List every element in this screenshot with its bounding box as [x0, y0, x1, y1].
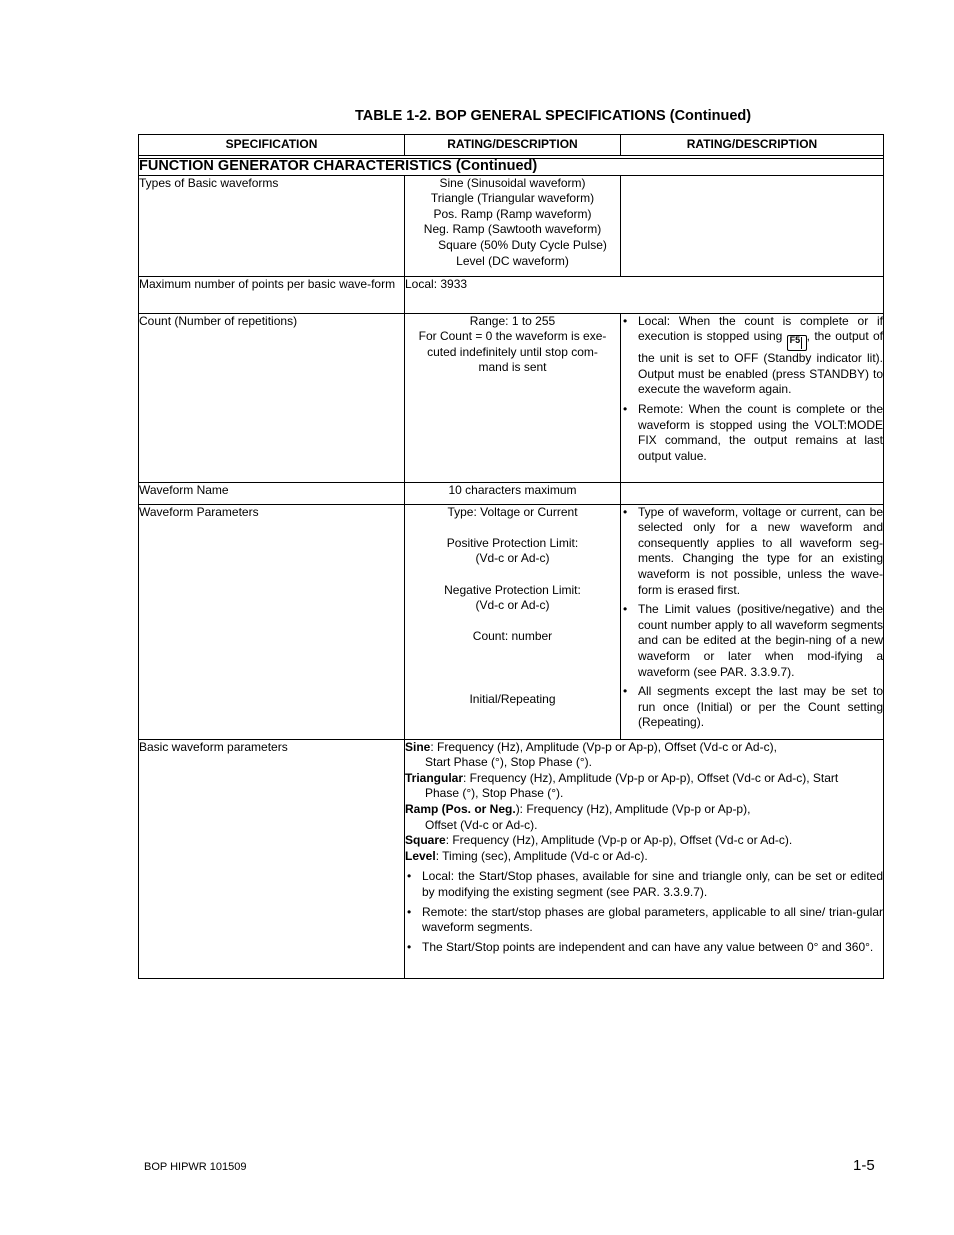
rating-cell: [405, 504, 621, 739]
level-params: Level: Timing (sec), Amplitude (Vd-c or Ad-c).: [405, 848, 648, 863]
square-params: Square: Frequency (Hz), Amplitude (Vp-p or Ap-p), Offset (Vd-c or Ad-c).: [405, 833, 793, 848]
table-row: [139, 504, 884, 739]
f5-key-icon: F5: [787, 335, 807, 351]
rating-cell: 10 characters maximum: [405, 482, 621, 504]
header-rating-1: RATING/DESCRIPTION: [405, 135, 621, 156]
spec-cell: Types of Basic waveforms: [139, 175, 405, 276]
param-initial: Initial/Repeating: [469, 691, 556, 706]
ramp-params-cont: Offset (Vd-c or Ad-c).: [425, 817, 538, 832]
triangular-params: Triangular: Frequency (Hz), Amplitude (Vp-p or Ap-p), Offset (Vd-c or Ad-c), Start: [405, 770, 839, 785]
waveform-type: Square (50% Duty Cycle Pulse): [438, 237, 607, 252]
list-item: • Remote: the start/stop phases are global parameters, applicable to all sine/ trian-gular waveform segments.: [405, 905, 883, 936]
rating-cell: Local: 3933: [405, 276, 884, 313]
header-specification: SPECIFICATION: [139, 135, 405, 156]
param-neg-limit-unit: (Vd-c or Ad-c): [475, 598, 550, 613]
local-note-end: , the output of the unit is set to OFF (Standby indicator lit). Output must be enabled (press STANDBY) to execute the waveform again.: [638, 329, 883, 397]
list-item: [621, 314, 883, 398]
waveform-type: Neg. Ramp (Sawtooth waveform): [423, 222, 602, 237]
empty-cell: [621, 175, 884, 276]
page-number: 1-5: [853, 1157, 875, 1174]
notes-cell: [621, 313, 884, 482]
triangular-params-cont: Phase (°), Stop Phase (°).: [425, 786, 564, 801]
notes-list: [405, 869, 883, 955]
list-item: • The Limit values (positive/negative) and the count number apply to all waveform segments and can be edited at the begin-ning of a new waveform or later when mod-ifying a waveform (see PAR. 3.3.9.7).: [621, 602, 883, 680]
table-title: TABLE 1-2. BOP GENERAL SPECIFICATIONS (Continued): [355, 108, 752, 124]
waveform-type: Sine (Sinusoidal waveform): [439, 175, 586, 190]
table-row: [139, 739, 884, 978]
table-row: [139, 276, 884, 313]
spec-cell: Count (Number of repetitions): [139, 313, 405, 482]
list-item: • Local: the Start/Stop phases, available for sine and triangle only, can be set or edited by modifying the existing segment (see PAR. 3.3.9.7).: [405, 869, 883, 900]
notes-list: [621, 505, 883, 731]
list-item: • The Start/Stop points are independent and can have any value between 0° and 360°.: [405, 940, 883, 956]
table-row: [139, 482, 884, 504]
list-item: • Type of waveform, voltage or current, can be selected only for a new waveform and consequently applies to all waveform seg-ments. Changing the type for an existing waveform is not possible, unless the wave-form is erased first.: [621, 505, 883, 599]
param-neg-limit: Negative Protection Limit:: [444, 582, 581, 597]
header-rating-2: RATING/DESCRIPTION: [621, 135, 884, 156]
rating-cell: [405, 739, 884, 978]
list-item: • All segments except the last may be set to run once (Initial) or per the Count setting (Repeating).: [621, 684, 883, 731]
header-row: [139, 135, 884, 156]
param-pos-limit-unit: (Vd-c or Ad-c): [475, 551, 550, 566]
section-row: [139, 159, 884, 176]
count-note: cuted indefinitely until stop com-: [427, 344, 598, 359]
spec-table: [138, 134, 884, 979]
waveform-type: Triangle (Triangular waveform): [430, 191, 595, 206]
document-id: BOP HIPWR 101509: [144, 1161, 247, 1173]
count-range: Range: 1 to 255: [469, 313, 556, 328]
rating-cell: [405, 175, 621, 276]
sine-params: Sine: Frequency (Hz), Amplitude (Vp-p or Ap-p), Offset (Vd-c or Ad-c),: [405, 739, 777, 754]
waveform-type: Level (DC waveform): [456, 253, 569, 268]
count-note: mand is sent: [478, 360, 547, 375]
spec-cell: Waveform Parameters: [139, 504, 405, 739]
waveform-type: Pos. Ramp (Ramp waveform): [433, 206, 592, 221]
sine-params-cont: Start Phase (°), Stop Phase (°).: [425, 755, 592, 770]
local-note-start: Local: When the count is complete or if execution is stopped using: [638, 313, 883, 344]
param-count: Count: number: [472, 629, 553, 644]
spec-cell: Basic waveform parameters: [139, 739, 405, 978]
notes-list: [621, 314, 883, 465]
param-pos-limit: Positive Protection Limit:: [446, 535, 579, 550]
table-row: [139, 313, 884, 482]
spec-cell: Maximum number of points per basic wave-form: [139, 276, 405, 313]
ramp-params: Ramp (Pos. or Neg.): Frequency (Hz), Amplitude (Vp-p or Ap-p),: [405, 801, 751, 816]
list-item: • Remote: When the count is complete or the waveform is stopped using the VOLT:MODE FIX command, the output remains at last output value.: [621, 402, 883, 464]
section-title: FUNCTION GENERATOR CHARACTERISTICS (Continued): [139, 159, 884, 176]
table-row: [139, 175, 884, 276]
param-type: Type: Voltage or Current: [447, 504, 578, 519]
empty-cell: [621, 482, 884, 504]
notes-cell: [621, 504, 884, 739]
count-note: For Count = 0 the waveform is exe-: [418, 329, 607, 344]
spec-cell: Waveform Name: [139, 482, 405, 504]
rating-cell: [405, 313, 621, 482]
